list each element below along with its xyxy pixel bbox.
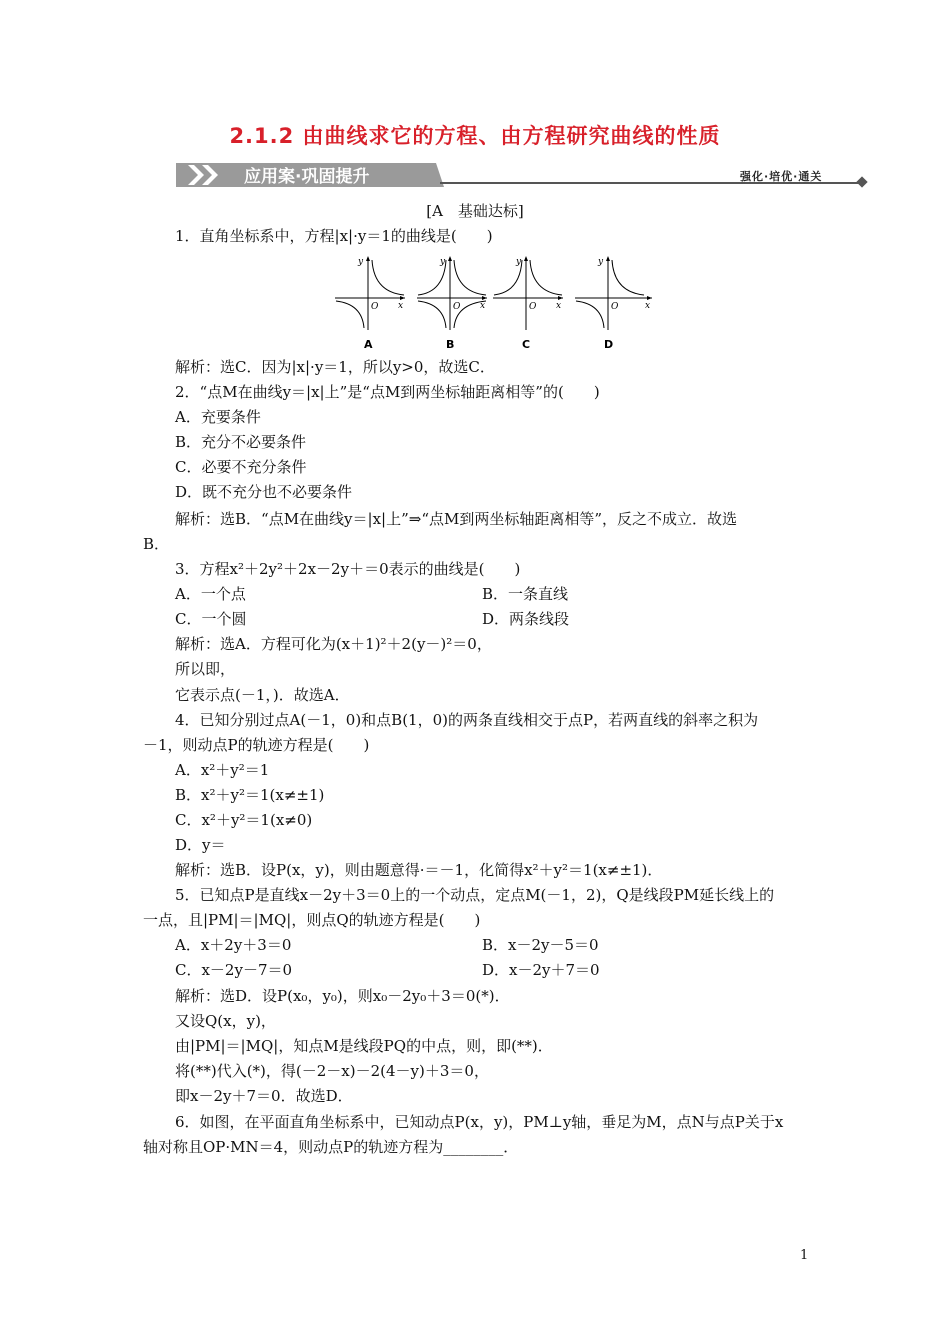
origin-label-b: O bbox=[453, 302, 461, 312]
banner-text: 应用案·巩固提升 bbox=[244, 167, 370, 187]
solution-3-step: 所以即， bbox=[175, 660, 236, 678]
option-2b: B．充分不必要条件 bbox=[175, 433, 307, 451]
answer-graphs bbox=[330, 252, 660, 357]
axis-x-label-c: x bbox=[556, 301, 562, 311]
option-5b: B．x－2y－5＝0 bbox=[482, 936, 599, 954]
solution-2-cont: B． bbox=[143, 535, 170, 553]
question-4: 4．已知分别过点A(－1，0)和点B(1，0)的两条直线相交于点P，若两直线的斜率之积为 bbox=[175, 711, 759, 729]
question-5: 5．已知点P是直线x－2y＋3＝0上的一个动点，定点M(－1，2)，Q是线段PM延长线上的 bbox=[175, 886, 775, 904]
origin-label-c: O bbox=[529, 302, 537, 312]
axis-x-label-d: x bbox=[645, 301, 651, 311]
origin-label-d: O bbox=[611, 302, 619, 312]
question-2: 2．“点M在曲线y＝|x|上”是“点M到两坐标轴距离相等”的( ) bbox=[175, 383, 600, 401]
option-4c: C．x²＋y²＝1(x≠0) bbox=[175, 811, 313, 829]
axis-y-label-b: y bbox=[440, 257, 446, 267]
question-6: 6．如图，在平面直角坐标系中，已知动点P(x，y)，PM⊥y轴，垂足为M，点N与点P关于x bbox=[175, 1113, 784, 1131]
option-4b: B．x²＋y²＝1(x≠±1) bbox=[175, 786, 325, 804]
option-4d: D．y＝ bbox=[175, 836, 226, 854]
question-3: 3．方程x²＋2y²＋2x－2y＋＝0表示的曲线是( ) bbox=[175, 560, 521, 578]
section-heading: [A 基础达标] bbox=[426, 202, 524, 220]
graph-b bbox=[417, 256, 487, 330]
option-5a: A．x＋2y＋3＝0 bbox=[175, 936, 292, 954]
solution-2: 解析：选B．“点M在曲线y＝|x|上”⇒“点M到两坐标轴距离相等”，反之不成立．故选 bbox=[175, 510, 738, 528]
graph-label-d: D bbox=[604, 338, 614, 351]
question-1: 1．直角坐标系中，方程|x|·y＝1的曲线是( ) bbox=[175, 227, 493, 245]
graph-label-a: A bbox=[364, 338, 373, 351]
axis-y-label-d: y bbox=[598, 257, 604, 267]
graph-a bbox=[335, 256, 405, 330]
axis-y-label-c: y bbox=[516, 257, 522, 267]
solution-5-end: 即x－2y＋7＝0．故选D． bbox=[175, 1087, 353, 1105]
origin-label-a: O bbox=[371, 302, 379, 312]
graph-d bbox=[575, 256, 652, 330]
solution-5: 解析：选D．设P(x₀，y₀)，则x₀－2y₀＋3＝0(*)． bbox=[175, 987, 510, 1005]
option-2c: C．必要不充分条件 bbox=[175, 458, 307, 476]
solution-5-step3: 将(**)代入(*)，得(－2－x)－2(4－y)＋3＝0， bbox=[175, 1062, 489, 1080]
option-3c: C．一个圆 bbox=[175, 610, 247, 628]
section-banner bbox=[176, 159, 444, 189]
option-5c: C．x－2y－7＝0 bbox=[175, 961, 293, 979]
axis-y-label-a: y bbox=[358, 257, 364, 267]
solution-1: 解析：选C．因为|x|·y＝1，所以y>0，故选C． bbox=[175, 358, 495, 376]
option-2a: A．充要条件 bbox=[175, 408, 261, 426]
page-title: 2.1.2 由曲线求它的方程、由方程研究曲线的性质 bbox=[229, 124, 721, 148]
graph-c bbox=[493, 256, 563, 330]
axis-x-label-a: x bbox=[398, 301, 404, 311]
graph-label-c: C bbox=[522, 338, 531, 351]
solution-5-step1: 又设Q(x，y)， bbox=[175, 1012, 276, 1030]
question-6-cont: 轴对称且OP·MN＝4，则动点P的轨迹方程为________． bbox=[143, 1138, 519, 1156]
option-5d: D．x－2y＋7＝0 bbox=[482, 961, 600, 979]
solution-5-step2: 由|PM|＝|MQ|，知点M是线段PQ的中点，则，即(**)． bbox=[175, 1037, 553, 1055]
option-3b: B．一条直线 bbox=[482, 585, 569, 603]
graph-label-b: B bbox=[446, 338, 455, 351]
page-number: 1 bbox=[800, 1248, 809, 1263]
option-4a: A．x²＋y²＝1 bbox=[175, 761, 270, 779]
banner-subtag: 强化·培优·通关 bbox=[740, 170, 823, 183]
solution-3: 解析：选A．方程可化为(x＋1)²＋2(y－)²＝0， bbox=[175, 635, 492, 653]
option-3a: A．一个点 bbox=[175, 585, 246, 603]
option-3d: D．两条线段 bbox=[482, 610, 570, 628]
solution-4: 解析：选B．设P(x，y)，则由题意得·＝－1，化简得x²＋y²＝1(x≠±1)． bbox=[175, 861, 663, 879]
axis-x-label-b: x bbox=[480, 301, 486, 311]
solution-3-end: 它表示点(－1，)．故选A． bbox=[175, 686, 350, 704]
option-2d: D．既不充分也不必要条件 bbox=[175, 483, 353, 501]
question-5-cont: 一点，且|PM|＝|MQ|，则点Q的轨迹方程是( ) bbox=[143, 911, 481, 929]
diamond-icon bbox=[856, 176, 867, 187]
question-4-cont: －1，则动点P的轨迹方程是( ) bbox=[143, 736, 370, 754]
